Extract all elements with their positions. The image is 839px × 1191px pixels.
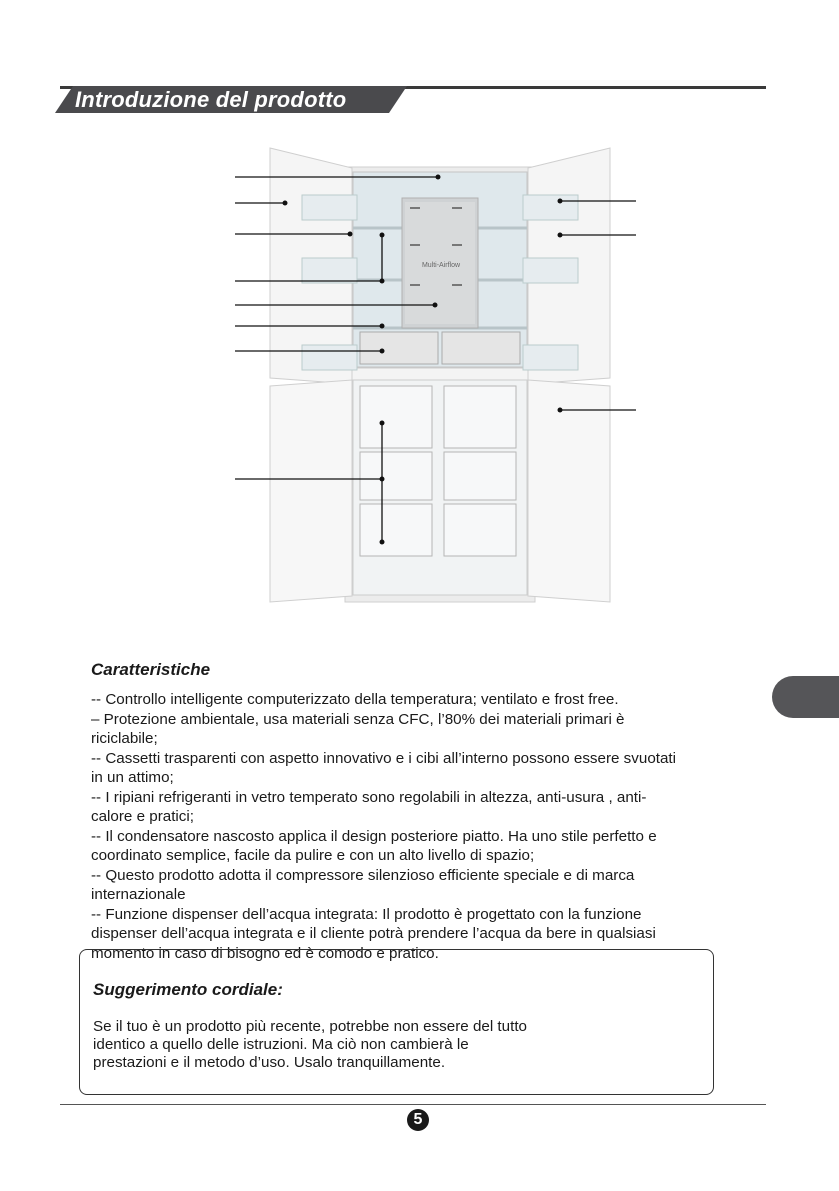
tip-line: prestazioni e il metodo d’uso. Usalo tranquillamente.: [93, 1054, 446, 1071]
section-title-banner: [55, 86, 407, 113]
feature-line: -- I ripiani refrigeranti in vetro temperato sono regolabili in altezza, anti-usura , anti-: [91, 788, 647, 806]
feature-line: -- Cassetti trasparenti con aspetto innovativo e i cibi all’interno possono essere svuotati: [91, 749, 677, 767]
tip-line: identico a quello delle istruzioni. Ma ciò non cambierà le: [93, 1036, 469, 1053]
tip-body: [93, 1018, 527, 1072]
feature-line: in un attimo;: [91, 769, 174, 786]
brand-label: Multi-Airflow: [421, 262, 461, 269]
side-tab: [772, 676, 839, 718]
feature-line: -- Il condensatore nascosto applica il design posteriore piatto. Ha uno stile perfetto e: [91, 827, 657, 845]
fridge-illustration: [230, 140, 650, 610]
feature-line: dispenser dell’acqua integrata e il cliente potrà prendere l’acqua da bere in qualsiasi: [91, 925, 656, 942]
tip-line: Se il tuo è un prodotto più recente, potrebbe non essere del tutto: [93, 1018, 527, 1035]
features-section: [91, 660, 781, 963]
feature-line: -- Questo prodotto adotta il compressore silenzioso efficiente speciale e di marca: [91, 866, 635, 884]
feature-line: calore e pratici;: [91, 808, 194, 825]
tip-box: [79, 949, 714, 1095]
feature-line: riciclabile;: [91, 730, 158, 747]
features-heading: Caratteristiche: [91, 660, 211, 679]
feature-line: internazionale: [91, 886, 186, 903]
feature-line: coordinato semplice, facile da pulire e con un alto livello di spazio;: [91, 847, 535, 864]
feature-line: -- Controllo intelligente computerizzato della temperatura; ventilato e frost free.: [91, 691, 619, 708]
tip-heading: Suggerimento cordiale:: [93, 980, 283, 999]
footer-rule: [60, 1104, 766, 1105]
page-number: 5: [407, 1109, 429, 1131]
feature-line: – Protezione ambientale, usa materiali senza CFC, l’80% dei materiali primari è: [91, 710, 625, 728]
feature-line: momento in caso di bisogno ed è comodo e pratico.: [91, 944, 439, 962]
feature-line: -- Funzione dispenser dell’acqua integrata: Il prodotto è progettato con la funzione: [91, 905, 642, 923]
section-title: Introduzione del prodotto: [75, 87, 347, 112]
